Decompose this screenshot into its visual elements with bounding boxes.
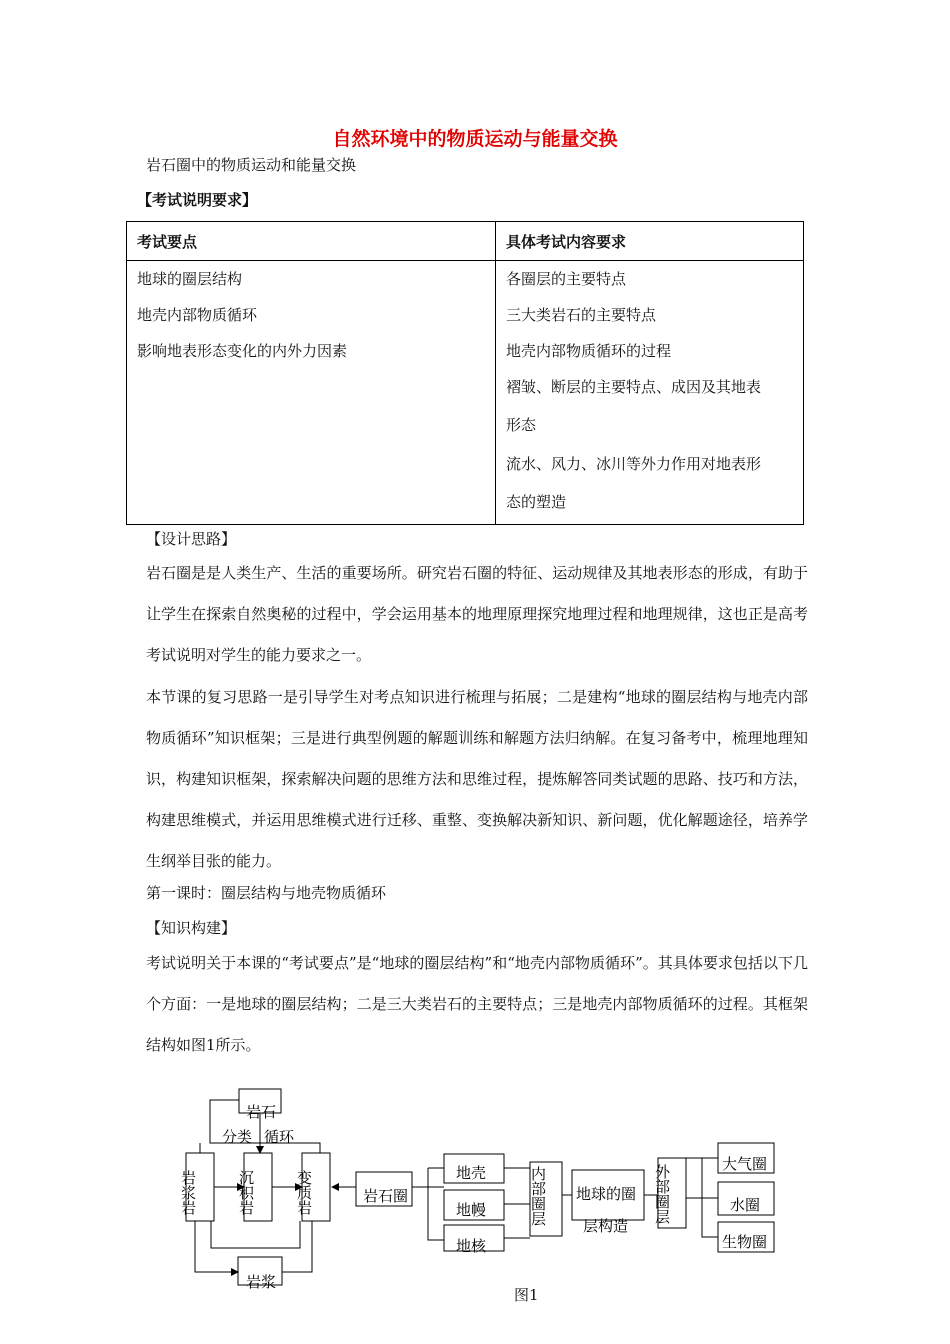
detail-item: 地壳内部物质循环的过程	[506, 342, 672, 360]
table-header-details: 具体考试内容要求	[496, 222, 804, 261]
classify-label: 分类	[222, 1128, 253, 1146]
detail-item: 流水、风力、冰川等外力作用对地表形	[506, 455, 762, 473]
igneous-label: 岩浆岩	[179, 1170, 197, 1215]
requirements-table	[126, 221, 804, 525]
detail-item: 态的塑造	[506, 493, 567, 511]
biosphere-label: 生物圈	[722, 1233, 768, 1251]
magma-label: 岩浆	[246, 1273, 277, 1291]
exam-heading: 【考试说明要求】	[137, 191, 258, 209]
earth-structure-label-1: 地球的圈	[576, 1185, 637, 1203]
point-item: 地壳内部物质循环	[137, 306, 258, 324]
table-cell-points	[127, 261, 496, 525]
table-cell-details	[496, 261, 804, 525]
crust-label: 地壳	[456, 1164, 487, 1182]
point-item: 地球的圈层结构	[137, 270, 243, 288]
detail-item: 各圈层的主要特点	[506, 270, 627, 288]
review-paragraph: 本节课的复习思路一是引导学生对考点知识进行梳理与拓展；二是建构“地球的圈层结构与地壳内部物质循环”知识框架；三是进行典型例题的解题训练和解题方法归纳解。在复习备考中，梳理地理知识，构建知识框架，探索解决问题的思维方法和思维过程，提炼解答同类试题的思路、技巧和方法，构建思维模式，并运用思维模式进行迁移、重整、变换解决新知识、新问题，优化解题途径，培养学生纲举目张的能力。	[146, 688, 808, 870]
design-heading: 【设计思路】	[146, 530, 237, 548]
knowledge-heading: 【知识构建】	[146, 919, 237, 937]
detail-item: 三大类岩石的主要特点	[506, 306, 657, 324]
core-label: 地核	[456, 1237, 487, 1255]
sedimentary-label: 沉积岩	[237, 1170, 255, 1215]
framework-diagram	[0, 1080, 950, 1310]
detail-item: 形态	[506, 416, 537, 434]
page-title: 自然环境中的物质运动与能量交换	[332, 128, 618, 150]
rock-label: 岩石	[246, 1103, 277, 1121]
hydrosphere-label: 水圈	[730, 1196, 761, 1214]
mantle-label: 地幔	[456, 1201, 487, 1219]
detail-item: 褶皱、断层的主要特点、成因及其地表	[506, 378, 762, 396]
design-paragraph: 岩石圈是是人类生产、生活的重要场所。研究岩石圈的特征、运动规律及其地表形态的形成，有助于让学生在探索自然奥秘的过程中，学会运用基本的地理原理探究地理过程和地理规律，这也正是高考考试说明对学生的能力要求之一。	[146, 564, 808, 664]
metamorphic-label: 变质岩	[295, 1170, 313, 1215]
atmosphere-label: 大气圈	[722, 1155, 768, 1173]
figure-caption: 图1	[514, 1286, 539, 1304]
cycle-label: 循环	[264, 1128, 295, 1146]
table-header-points: 考试要点	[127, 222, 496, 261]
subtitle: 岩石圈中的物质运动和能量交换	[146, 156, 357, 174]
lesson-title: 第一课时：圈层结构与地壳物质循环	[146, 884, 387, 902]
lithosphere-label: 岩石圈	[363, 1187, 409, 1205]
earth-structure-label-2: 层构造	[583, 1217, 629, 1235]
point-item: 影响地表形态变化的内外力因素	[137, 342, 348, 360]
outer-sphere-label: 外部圈层	[653, 1164, 671, 1224]
inner-sphere-label: 内部圈层	[529, 1166, 547, 1226]
knowledge-paragraph: 考试说明关于本课的“考试要点”是“地球的圈层结构”和“地壳内部物质循环”。其具体要求包括以下几个方面：一是地球的圈层结构；二是三大类岩石的主要特点；三是地壳内部物质循环的过程。其框架结构如图1所示。	[146, 954, 808, 1054]
